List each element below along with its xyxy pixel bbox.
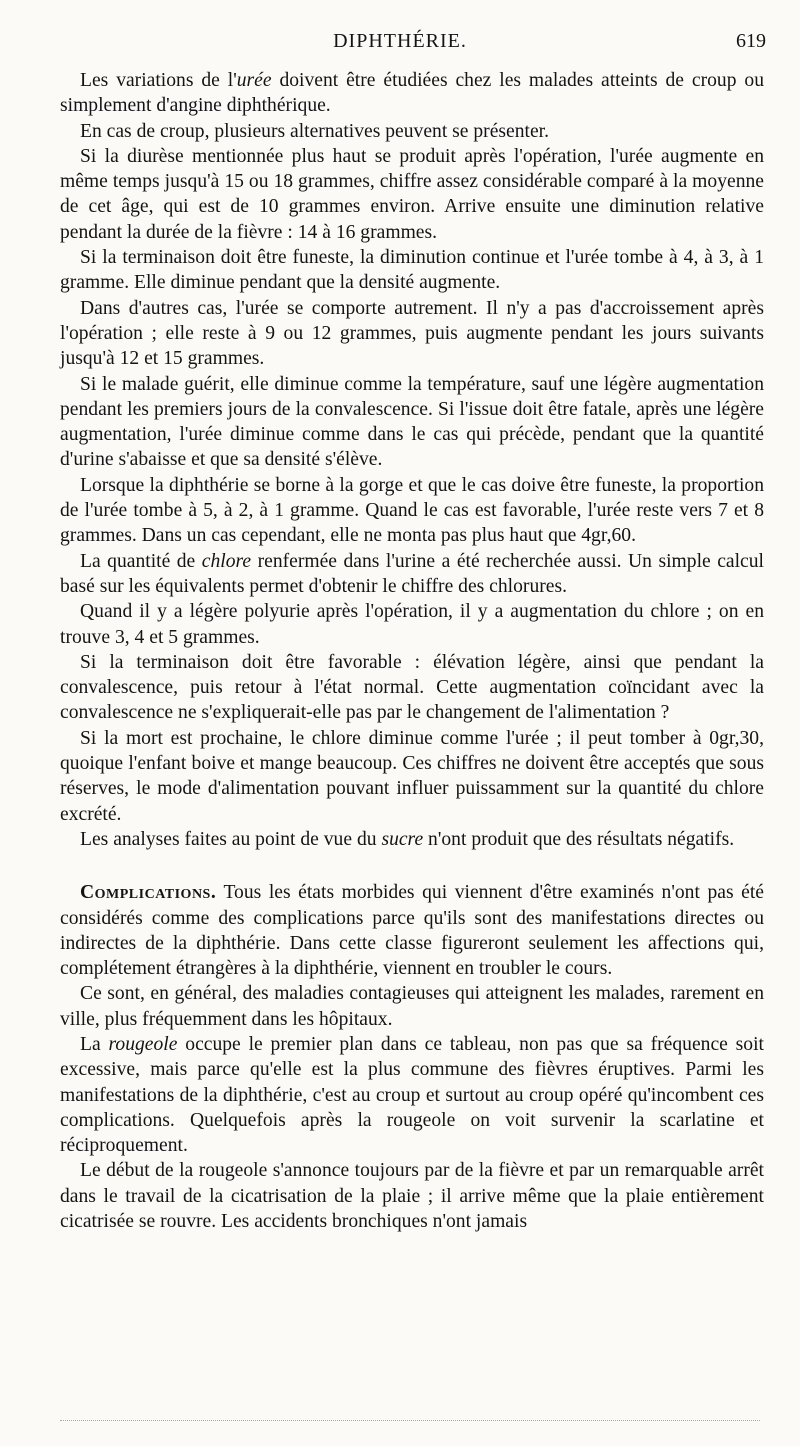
- footer-rule: [60, 1420, 760, 1421]
- paragraph-text: Les analyses faites au point de vue du: [80, 828, 382, 850]
- body-text: [60, 68, 764, 1234]
- paragraph-text: renfermée dans l'urine a été recherchée aussi. Un simple calcul basé sur les équivalents permet d'obtenir le chiffre des chlorures.: [60, 550, 764, 597]
- paragraphs-before: [60, 68, 764, 852]
- paragraph: [60, 1032, 764, 1158]
- paragraph: [60, 827, 764, 852]
- paragraph-text: n'ont produit que des résultats négatifs.: [423, 828, 735, 850]
- paragraph-text: Les variations de l': [80, 70, 237, 91]
- emphasis: urée: [236, 70, 272, 91]
- paragraph: [60, 599, 764, 650]
- paragraph-text: Si le malade guérit, elle diminue comme la température, sauf une légère augmentation pendant les premiers jours de la convalescence. Si l'issue doit être fatale, après une légère augmentation, l'urée diminue comme dans le cas qui précède, pendant que la quantité d'urine s'abaisse et que sa densité s'élève.: [60, 373, 764, 471]
- paragraph-text: Le début de la rougeole s'annonce toujours par de la fièvre et par un remarquable arrêt dans le travail de la cicatrisation de la plaie ; il arrive même que la plaie entièrement cicatrisée se rouvre. Les accidents bronchiques n'ont jamais: [60, 1160, 764, 1233]
- section-heading: Complications.: [80, 882, 217, 904]
- paragraph-text: Dans d'autres cas, l'urée se comporte autrement. Il n'y a pas d'accroissement après l'opération ; elle reste à 9 ou 12 grammes, puis augmente pendant les jours suivants jusqu'à 12 et 15 grammes.: [60, 297, 764, 370]
- paragraph: [60, 726, 764, 827]
- paragraph: [60, 68, 764, 119]
- paragraph: [60, 549, 764, 600]
- paragraph-text: doivent être étudiées chez les malades atteints de croup ou simplement d'angine diphthérique.: [60, 70, 764, 117]
- paragraph: [60, 473, 764, 549]
- paragraph: [60, 119, 764, 144]
- emphasis: rougeole: [108, 1033, 178, 1055]
- paragraphs-after: [60, 981, 764, 1234]
- paragraph-text: En cas de croup, plusieurs alternatives peuvent se présenter.: [80, 120, 549, 142]
- paragraph-text: La: [80, 1033, 109, 1055]
- paragraph-text: Quand il y a légère polyurie après l'opération, il y a augmentation du chlore ; on en trouve 3, 4 et 5 grammes.: [60, 601, 764, 648]
- paragraph-text: Si la diurèse mentionnée plus haut se produit après l'opération, l'urée augmente en même temps jusqu'à 15 ou 18 grammes, chiffre assez considérable comparé à la moyenne de cet âge, qui est de 10 grammes environ. Arrive ensuite une diminution relative pendant la durée de la fièvre : 14 à 16 grammes.: [60, 145, 764, 243]
- running-title: DIPHTHÉRIE.: [333, 30, 467, 52]
- paragraph-complications: [60, 880, 764, 981]
- page-header: [0, 30, 800, 60]
- paragraph-text: Tous les états morbides qui viennent d'être examinés n'ont pas été considérés comme des complications parce qu'ils sont des manifestations directes ou indirectes de la diphthérie. Dans cette classe figureront seulement les affections qui, complétement étrangères à la diphthérie, viennent en troubler le cours.: [60, 882, 764, 980]
- paragraph-text: occupe le premier plan dans ce tableau, non pas que sa fréquence soit excessive, mais parce qu'elle est la plus commune des fièvres éruptives. Parmi les manifestations de la diphthérie, c'est au croup et surtout au croup opéré qu'incombent ces complications. Quelquefois après la rougeole on voit survenir la scarlatine et réciproquement.: [60, 1033, 764, 1157]
- paragraph: [60, 372, 764, 473]
- paragraph: [60, 144, 764, 245]
- page-number: 619: [736, 30, 766, 52]
- emphasis: sucre: [381, 828, 424, 850]
- paragraph-text: Lorsque la diphthérie se borne à la gorge et que le cas doive être funeste, la proportion de l'urée tombe à 5, à 2, à 1 gramme. Quand le cas est favorable, l'urée reste vers 7 et 8 grammes. Dans un cas cependant, elle ne monta pas plus haut que 4gr,60.: [60, 474, 764, 547]
- paragraph-text: Si la mort est prochaine, le chlore diminue comme l'urée ; il peut tomber à 0gr,30, quoique l'enfant boive et mange beaucoup. Ces chiffres ne doivent être acceptés que sous réserves, le mode d'alimentation pouvant influer puissamment sur la quantité du chlore excrété.: [60, 727, 764, 825]
- paragraph: [60, 296, 764, 372]
- paragraph-text: Si la terminaison doit être funeste, la diminution continue et l'urée tombe à 4, à 3, à 1 gramme. Elle diminue pendant que la densité augmente.: [60, 247, 764, 294]
- paragraph-text: Si la terminaison doit être favorable : élévation légère, ainsi que pendant la convalescence, puis retour à l'état normal. Cette augmentation coïncidant avec la convalescence ne s'expliquerait-elle pas par le changement de l'alimentation ?: [60, 651, 764, 724]
- emphasis: chlore: [201, 550, 252, 572]
- paragraph: [60, 981, 764, 1032]
- paragraph-text: La quantité de: [80, 550, 202, 572]
- paragraph-text: Ce sont, en général, des maladies contagieuses qui atteignent les malades, rarement en ville, plus fréquemment dans les hôpitaux.: [60, 983, 764, 1030]
- paragraph: [60, 650, 764, 726]
- paragraph: [60, 245, 764, 296]
- paragraph: [60, 1158, 764, 1234]
